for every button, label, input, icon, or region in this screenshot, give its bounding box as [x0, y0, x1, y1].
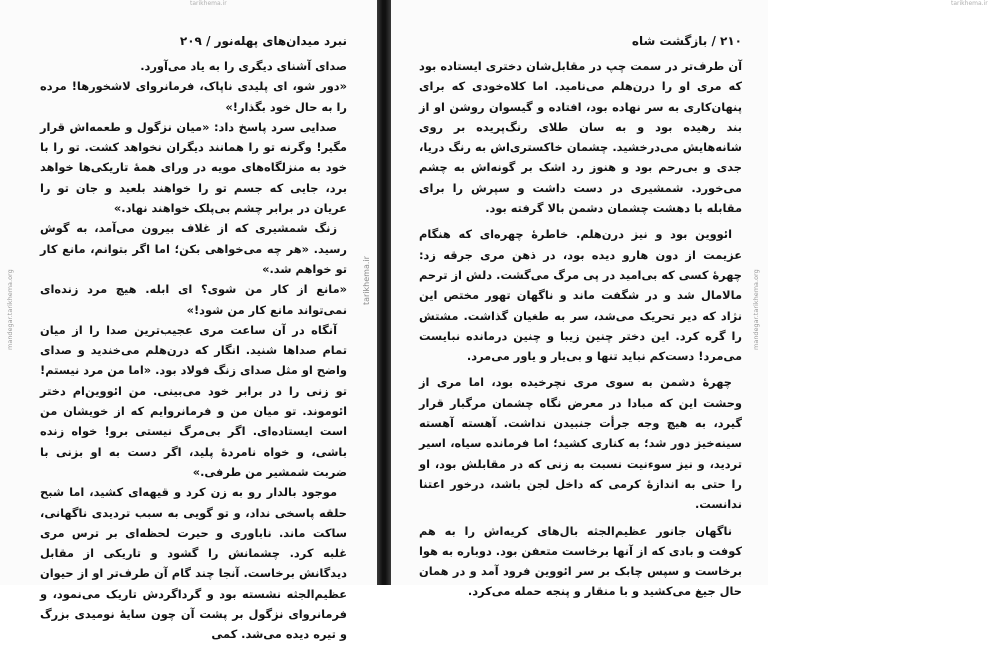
- paragraph: «دور شو، ای پلیدی ناپاک، فرمانروای لاشخورها! مرده را به حال خود بگذار!»: [40, 79, 347, 114]
- watermark-right: mandegar.tarikhema.org: [752, 269, 760, 350]
- watermark-center: tarikhema.ir: [362, 256, 371, 305]
- paragraph: موجود بالدار رو به زن کرد و قیهه‌ای کشید، اما شبح حلقه پاسخی نداد، و تو گویی به سبب تردیدی ناگهانی، ساکت ماند. ناباوری و حیرت لحظه‌ای بر ترس مری غلبه کرد. چشمانش را گشود و تاریکی از مقابل دیدگانش برخاست. آنجا چند گام آن طرف‌تر او از حیوان عظیم‌الجثه نشسته بود و گرداگردش تاریک می‌نمود، و فرمانروای نزگول بر پشت آن چون سایهٔ نومیدی بزرگ و تیره دیده می‌شد. کمی: [40, 485, 347, 642]
- watermark-left: mandegar.tarikhema.org: [6, 269, 14, 350]
- right-page-header: ۲۱۰ / بازگشت شاه: [631, 34, 742, 48]
- paragraph: صدایی سرد پاسخ داد: «میان نزگول و طعمه‌اش قرار مگیر! وگرنه تو را همانند دیگران نخواهد کشت. تو را با خود به منزلگاه‌های مویه در ورای همهٔ تاریکی‌ها خواهد برد، جایی که جسم تو را خواهند بلعید و جان تو را عریان در برابر چشم بی‌پلک خواهند نهاد.»: [40, 119, 347, 216]
- left-page: [0, 0, 377, 642]
- paragraph: زنگ شمشیری که از غلاف بیرون می‌آمد، به گوش رسید. «هر چه می‌خواهی بکن؛ اما اگر بتوانم، مانع کار تو خواهم شد.»: [40, 221, 347, 276]
- top-watermark-right: tarikhema.ir: [951, 0, 988, 7]
- top-watermark-left: tarikhema.ir: [190, 0, 227, 7]
- paragraph: چهرهٔ دشمن به سوی مری نچرخیده بود، اما مری از وحشت این که مبادا در معرض نگاه چشمان مرگبار قرار گیرد، به هیچ وجه جرأت جنبیدن نداشت. آهسته آهسته سینه‌خیز دور شد؛ به کناری کشید؛ اما فرمانده سیاه، اسیر تردید، و نیز سوءنیت نسبت به زنی که در مقابلش بود، او را حتی به اندازهٔ کرمی که داخل لجن باشد، درخور اعتنا ندانست.: [419, 375, 742, 512]
- paragraph: ائووین بود و نیز درن‌هلم. خاطرهٔ چهره‌ای که هنگام عزیمت از دون هارو دیده بود، در ذهن مری جرقه زد: چهرهٔ کسی که بی‌امید در پی مرگ می‌گشت. دلش از ترحم مالامال شد و در شگفت ماند و ناگهان تهور مختص این نژاد که دیر تحریک می‌شد، سر به طغیان گذاشت. مشتش را گره کرد. این دختر چنین زیبا و چنین درمانده نبایست می‌مرد! دست‌کم نباید تنها و بی‌یار و یاور می‌مرد.: [419, 227, 742, 364]
- paragraph: ناگهان جانور عظیم‌الجثه بال‌های کریه‌اش را به هم کوفت و بادی که از آنها برخاست متعفن بود. دوباره به هوا برخاست و سپس چابک بر سر ائووین فرود آمد و در همان حال جیغ می‌کشید و با منقار و پنجه حمله می‌کرد.: [419, 523, 742, 599]
- paragraph: صدای آشنای دیگری را به یاد می‌آورد.: [140, 59, 347, 73]
- paragraph: «مانع از کار من شوی؟ ای ابله. هیچ مرد زنده‌ای نمی‌تواند مانع کار من شود!»: [40, 282, 347, 317]
- left-page-body: [40, 56, 347, 645]
- paragraph: آن طرف‌تر در سمت چپ در مقابل‌شان دختری ایستاده بود که مری او را درن‌هلم می‌نامید. اما کلاه‌خودی که برای پنهان‌کاری به سر نهاده بود، افتاده و گیسوان روشن او از بند رهیده بود و به سان طلای رنگ‌پریده بر روی شانه‌هایش می‌درخشید. چشمان خاکستری‌اش به رنگ دریا، جدی و بی‌رحم بود و هنوز رد اشک بر گونه‌اش به چشم می‌خورد. شمشیری در دست داشت و سپرش را برای مقابله با دهشت چشمان دشمن بالا گرفته بود.: [419, 59, 742, 216]
- book-spine: [377, 0, 391, 585]
- right-page: [391, 0, 988, 599]
- left-page-header: نبرد میدان‌های پهله‌نور / ۲۰۹: [179, 34, 347, 48]
- right-page-body: [419, 56, 742, 602]
- paragraph: آنگاه در آن ساعت مری عجیب‌ترین صدا را از میان تمام صداها شنید. انگار که درن‌هلم می‌خندید و صدای واضح او مثل صدای زنگ فولاد بود. «اما من مرد نیستم! تو زنی را در برابر خود می‌بینی. من ائووین‌ام دختر ائوموند. تو میان من و فرمانروایم که از خویشان من است ایستاده‌ای. اگر بی‌مرگ نیستی برو! خواه زنده باشی، و خواه نامردهٔ پلید، اگر دست به او بزنی با ضربت شمشیر من طرفی.»: [40, 322, 347, 479]
